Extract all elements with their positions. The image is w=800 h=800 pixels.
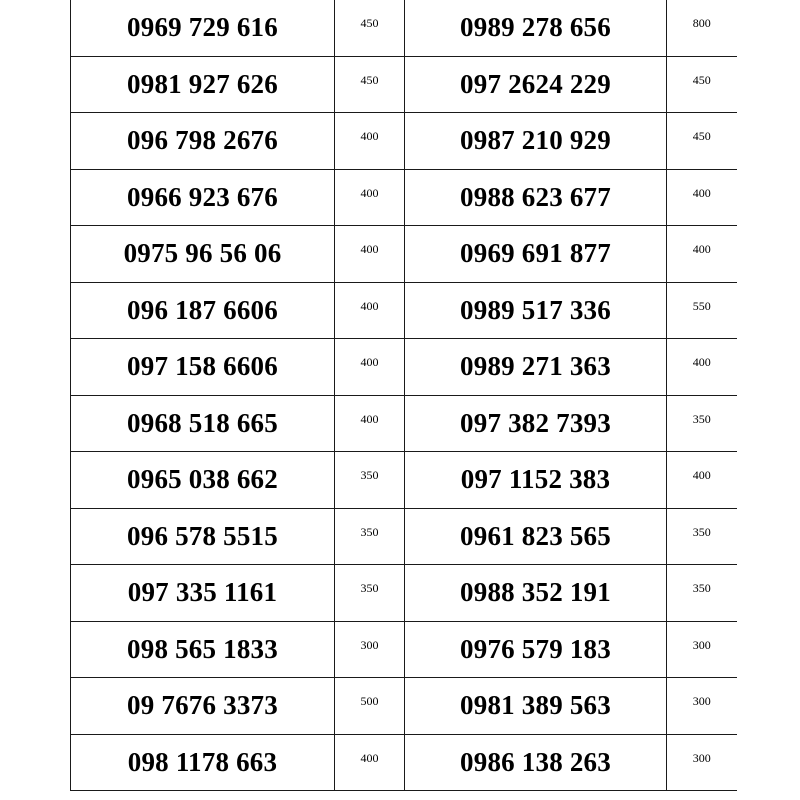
price-cell bbox=[667, 452, 737, 509]
price-cell bbox=[667, 678, 737, 735]
price-value: 400 bbox=[360, 411, 379, 426]
table-row bbox=[71, 508, 737, 565]
phone-number-cell: 0987 210 929 bbox=[405, 113, 667, 170]
price-value: 350 bbox=[692, 524, 711, 539]
price-cell bbox=[667, 0, 737, 56]
table-row bbox=[71, 339, 737, 396]
table-row bbox=[71, 395, 737, 452]
table-row bbox=[71, 56, 737, 113]
table-row bbox=[71, 621, 737, 678]
price-cell bbox=[335, 452, 405, 509]
price-value: 450 bbox=[360, 16, 379, 31]
price-cell bbox=[335, 734, 405, 791]
price-value: 550 bbox=[692, 298, 711, 313]
price-cell bbox=[667, 565, 737, 622]
phone-number-cell: 0975 96 56 06 bbox=[71, 226, 335, 283]
price-cell bbox=[335, 226, 405, 283]
price-cell bbox=[667, 56, 737, 113]
price-cell bbox=[667, 169, 737, 226]
price-cell bbox=[335, 395, 405, 452]
phone-number-cell: 09 7676 3373 bbox=[71, 678, 335, 735]
price-value: 400 bbox=[360, 355, 379, 370]
phone-number-cell: 0966 923 676 bbox=[71, 169, 335, 226]
phone-number-cell: 097 1152 383 bbox=[405, 452, 667, 509]
price-cell bbox=[335, 56, 405, 113]
price-cell bbox=[667, 282, 737, 339]
phone-number-cell: 0989 278 656 bbox=[405, 0, 667, 56]
phone-number-cell: 096 798 2676 bbox=[71, 113, 335, 170]
table-row bbox=[71, 282, 737, 339]
price-value: 400 bbox=[360, 242, 379, 257]
phone-number-cell: 096 578 5515 bbox=[71, 508, 335, 565]
price-value: 350 bbox=[692, 411, 711, 426]
price-value: 350 bbox=[360, 468, 379, 483]
price-cell bbox=[335, 508, 405, 565]
price-value: 450 bbox=[692, 72, 711, 87]
price-cell bbox=[667, 508, 737, 565]
phone-number-cell: 0965 038 662 bbox=[71, 452, 335, 509]
price-value: 400 bbox=[692, 242, 711, 257]
price-value: 500 bbox=[360, 694, 379, 709]
phone-number-cell: 0969 729 616 bbox=[71, 0, 335, 56]
price-value: 400 bbox=[360, 750, 379, 765]
table-row bbox=[71, 169, 737, 226]
price-cell bbox=[335, 339, 405, 396]
table-row bbox=[71, 734, 737, 791]
phone-number-cell: 0988 623 677 bbox=[405, 169, 667, 226]
phone-number-cell: 097 382 7393 bbox=[405, 395, 667, 452]
phone-number-table bbox=[70, 0, 737, 791]
phone-number-cell: 0961 823 565 bbox=[405, 508, 667, 565]
phone-number-cell: 097 2624 229 bbox=[405, 56, 667, 113]
price-value: 300 bbox=[692, 694, 711, 709]
price-value: 300 bbox=[360, 637, 379, 652]
price-cell bbox=[667, 226, 737, 283]
price-value: 400 bbox=[360, 129, 379, 144]
table-row bbox=[71, 565, 737, 622]
phone-number-cell: 0968 518 665 bbox=[71, 395, 335, 452]
price-value: 400 bbox=[692, 468, 711, 483]
price-value: 400 bbox=[360, 185, 379, 200]
price-cell bbox=[335, 169, 405, 226]
price-value: 350 bbox=[692, 581, 711, 596]
price-value: 450 bbox=[692, 129, 711, 144]
price-value: 350 bbox=[360, 524, 379, 539]
price-cell bbox=[335, 621, 405, 678]
price-cell bbox=[667, 113, 737, 170]
phone-number-cell: 0981 927 626 bbox=[71, 56, 335, 113]
price-cell bbox=[667, 395, 737, 452]
table-body bbox=[71, 0, 737, 791]
phone-number-cell: 097 158 6606 bbox=[71, 339, 335, 396]
price-cell bbox=[335, 282, 405, 339]
price-cell bbox=[667, 734, 737, 791]
table-row bbox=[71, 452, 737, 509]
table-row bbox=[71, 113, 737, 170]
phone-number-cell: 098 565 1833 bbox=[71, 621, 335, 678]
price-cell bbox=[335, 113, 405, 170]
phone-number-cell: 0969 691 877 bbox=[405, 226, 667, 283]
price-value: 400 bbox=[692, 185, 711, 200]
price-value: 350 bbox=[360, 581, 379, 596]
price-cell bbox=[667, 339, 737, 396]
phone-number-cell: 0986 138 263 bbox=[405, 734, 667, 791]
phone-number-cell: 0989 517 336 bbox=[405, 282, 667, 339]
phone-number-cell: 0988 352 191 bbox=[405, 565, 667, 622]
phone-number-cell: 0981 389 563 bbox=[405, 678, 667, 735]
phone-number-cell: 0989 271 363 bbox=[405, 339, 667, 396]
price-cell bbox=[667, 621, 737, 678]
phone-number-cell: 0976 579 183 bbox=[405, 621, 667, 678]
price-value: 400 bbox=[692, 355, 711, 370]
price-value: 300 bbox=[692, 750, 711, 765]
price-cell bbox=[335, 678, 405, 735]
table-row bbox=[71, 678, 737, 735]
table-row bbox=[71, 226, 737, 283]
phone-number-cell: 098 1178 663 bbox=[71, 734, 335, 791]
phone-number-cell: 096 187 6606 bbox=[71, 282, 335, 339]
price-value: 400 bbox=[360, 298, 379, 313]
price-cell bbox=[335, 0, 405, 56]
price-value: 800 bbox=[692, 16, 711, 31]
price-value: 450 bbox=[360, 72, 379, 87]
table-row bbox=[71, 0, 737, 56]
price-value: 300 bbox=[692, 637, 711, 652]
phone-number-cell: 097 335 1161 bbox=[71, 565, 335, 622]
price-cell bbox=[335, 565, 405, 622]
